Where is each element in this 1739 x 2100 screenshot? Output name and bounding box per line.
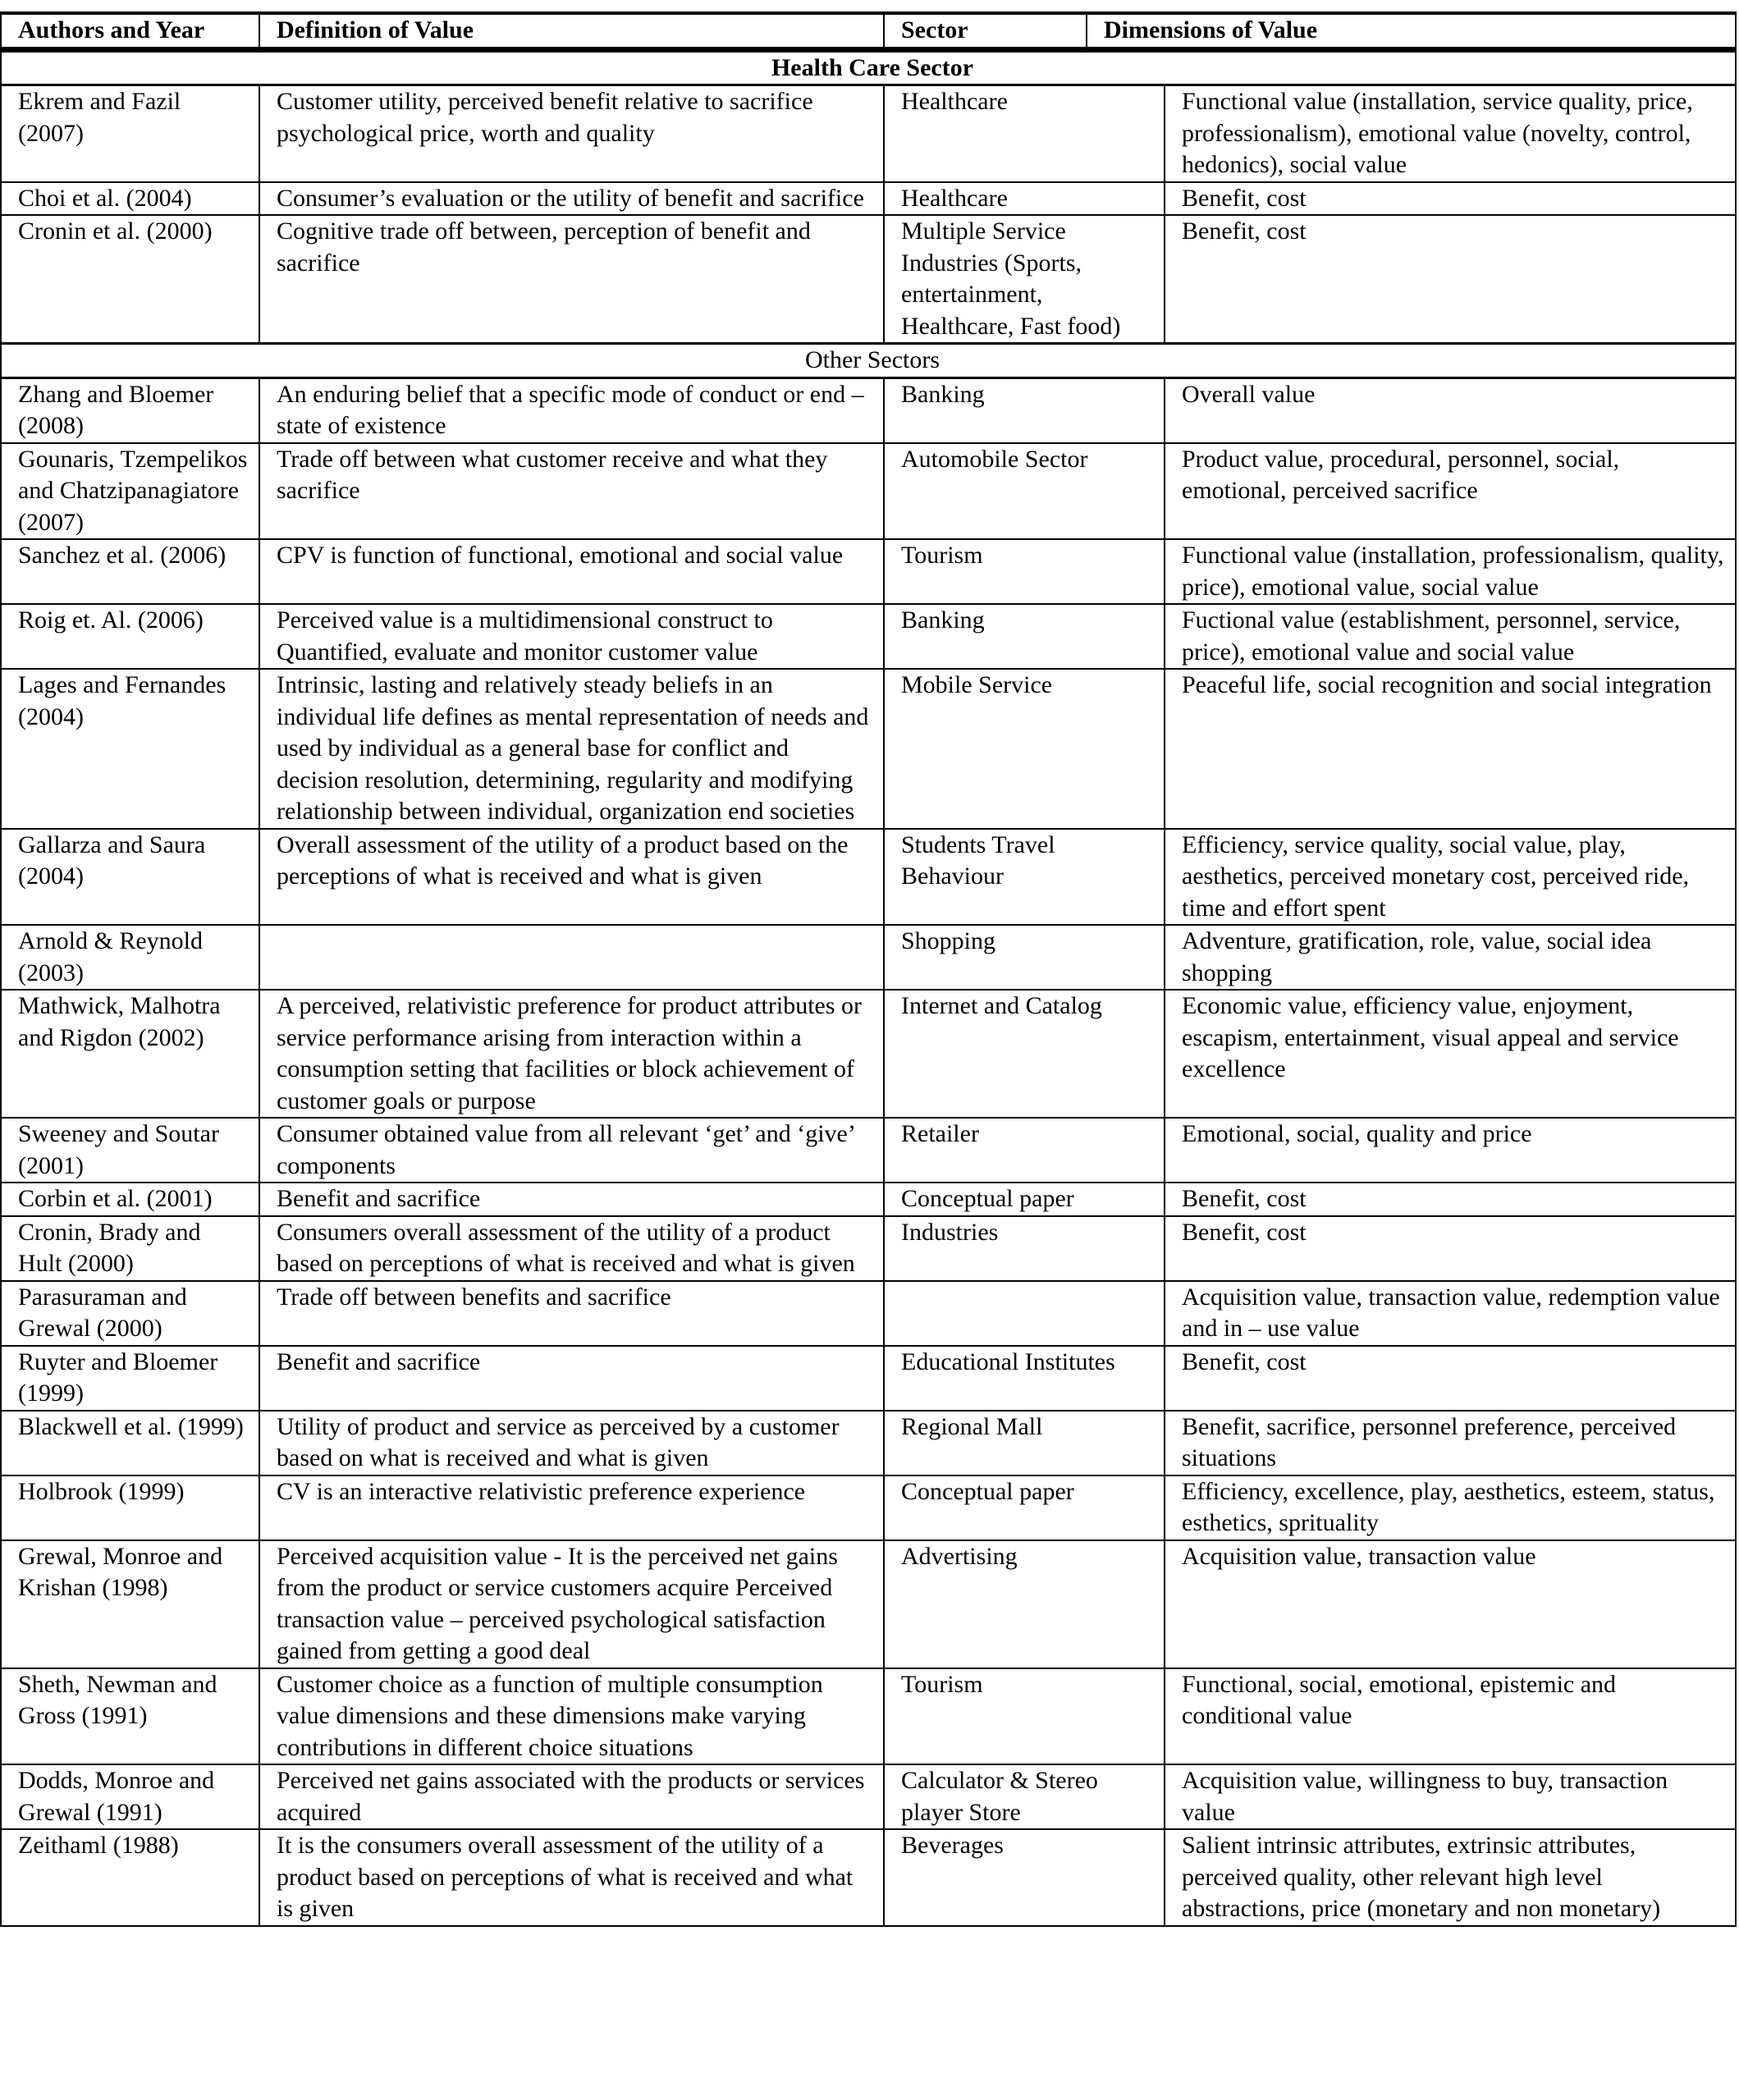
author-cell: Zeithaml (1988): [1, 1829, 259, 1926]
dimensions-cell: Acquisition value, transaction value: [1165, 1540, 1736, 1668]
definition-cell: Consumer obtained value from all relevant ‘get’ and ‘give’ components: [259, 1118, 884, 1183]
definition-cell: Overall assessment of the utility of a product based on the perceptions of what is received and what is given: [259, 829, 884, 926]
definition-cell: It is the consumers overall assessment of the utility of a product based on perceptions of what is received and what is given: [259, 1829, 884, 1926]
author-cell: Lages and Fernandes (2004): [1, 669, 259, 829]
definition-cell: Cognitive trade off between, perception of benefit and sacrifice: [259, 215, 884, 344]
sector-cell: Mobile Service: [884, 669, 1165, 829]
definition-cell: [259, 925, 884, 990]
table-row: [1, 215, 1736, 344]
table-row: [1, 669, 1736, 829]
definition-cell: CV is an interactive relativistic preference experience: [259, 1475, 884, 1540]
table-row: [1, 182, 1736, 216]
author-cell: Holbrook (1999): [1, 1475, 259, 1540]
table-row: [1, 1118, 1736, 1183]
author-cell: Parasuraman and Grewal (2000): [1, 1281, 259, 1346]
table-row: [1, 443, 1736, 540]
dimensions-cell: Benefit, cost: [1165, 1216, 1736, 1281]
sector-cell: Retailer: [884, 1118, 1165, 1183]
table-row: [1, 539, 1736, 604]
table-row: [1, 1668, 1736, 1765]
dimensions-cell: Emotional, social, quality and price: [1165, 1118, 1736, 1183]
section-title: Other Sectors: [1, 344, 1736, 378]
dimensions-cell: Functional value (installation, professionalism, quality, price), emotional value, social value: [1165, 539, 1736, 604]
section-row: [1, 344, 1736, 378]
dimensions-cell: Benefit, cost: [1165, 182, 1736, 216]
definition-cell: Consumers overall assessment of the utility of a product based on perceptions of what is received and what is given: [259, 1216, 884, 1281]
author-cell: Grewal, Monroe and Krishan (1998): [1, 1540, 259, 1668]
sector-cell: Industries: [884, 1216, 1165, 1281]
table-body: [0, 50, 1737, 1927]
table-row: [1, 1346, 1736, 1411]
table-row: [1, 604, 1736, 669]
dimensions-cell: Fuctional value (establishment, personnel, service, price), emotional value and social value: [1165, 604, 1736, 669]
table-row: [1, 85, 1736, 182]
sector-cell: Tourism: [884, 539, 1165, 604]
definition-cell: Trade off between benefits and sacrifice: [259, 1281, 884, 1346]
sector-cell: Internet and Catalog: [884, 990, 1165, 1118]
author-cell: Cronin, Brady and Hult (2000): [1, 1216, 259, 1281]
table-row: [1, 1829, 1736, 1926]
author-cell: Corbin et al. (2001): [1, 1183, 259, 1216]
sector-cell: Calculator & Stereo player Store: [884, 1764, 1165, 1829]
dimensions-cell: Benefit, cost: [1165, 1183, 1736, 1216]
sector-cell: Banking: [884, 604, 1165, 669]
author-cell: Dodds, Monroe and Grewal (1991): [1, 1764, 259, 1829]
definition-cell: Benefit and sacrifice: [259, 1346, 884, 1411]
dimensions-cell: Functional, social, emotional, epistemic and conditional value: [1165, 1668, 1736, 1765]
definition-cell: Perceived value is a multidimensional construct to Quantified, evaluate and monitor customer value: [259, 604, 884, 669]
sector-cell: Conceptual paper: [884, 1475, 1165, 1540]
header-sector: Sector: [884, 13, 1087, 48]
dimensions-cell: Acquisition value, willingness to buy, transaction value: [1165, 1764, 1736, 1829]
table-row: [1, 1764, 1736, 1829]
author-cell: Gallarza and Saura (2004): [1, 829, 259, 926]
author-cell: Gounaris, Tzempelikos and Chatzipanagiatore (2007): [1, 443, 259, 540]
dimensions-cell: Peaceful life, social recognition and social integration: [1165, 669, 1736, 829]
author-cell: Mathwick, Malhotra and Rigdon (2002): [1, 990, 259, 1118]
dimensions-cell: Efficiency, excellence, play, aesthetics, esteem, status, esthetics, sprituality: [1165, 1475, 1736, 1540]
sector-cell: Automobile Sector: [884, 443, 1165, 540]
sector-cell: Banking: [884, 377, 1165, 443]
author-cell: Ekrem and Fazil (2007): [1, 85, 259, 182]
sector-cell: Multiple Service Industries (Sports, entertainment, Healthcare, Fast food): [884, 215, 1165, 344]
definition-cell: CPV is function of functional, emotional and social value: [259, 539, 884, 604]
value-definitions-table: [0, 11, 1737, 1927]
sector-cell: Healthcare: [884, 85, 1165, 182]
table-row: [1, 829, 1736, 926]
definition-cell: Utility of product and service as perceived by a customer based on what is received and what is given: [259, 1411, 884, 1475]
table-row: [1, 1216, 1736, 1281]
sector-cell: Students Travel Behaviour: [884, 829, 1165, 926]
header-definition: Definition of Value: [259, 13, 884, 48]
definition-cell: Trade off between what customer receive and what they sacrifice: [259, 443, 884, 540]
sector-cell: [884, 1281, 1165, 1346]
author-cell: Cronin et al. (2000): [1, 215, 259, 344]
dimensions-cell: Efficiency, service quality, social value, play, aesthetics, perceived monetary cost, perceived ride, time and effort spent: [1165, 829, 1736, 926]
sector-cell: Regional Mall: [884, 1411, 1165, 1475]
dimensions-cell: Benefit, cost: [1165, 1346, 1736, 1411]
table-row: [1, 990, 1736, 1118]
table-row: [1, 377, 1736, 443]
header-authors: Authors and Year: [1, 13, 259, 48]
definition-cell: A perceived, relativistic preference for product attributes or service performance arising from interaction within a consumption setting that facilities or block achievement of customer goals or purpose: [259, 990, 884, 1118]
sector-cell: Advertising: [884, 1540, 1165, 1668]
table-header: [0, 11, 1737, 50]
author-cell: Arnold & Reynold (2003): [1, 925, 259, 990]
definition-cell: Perceived net gains associated with the products or services acquired: [259, 1764, 884, 1829]
author-cell: Roig et. Al. (2006): [1, 604, 259, 669]
dimensions-cell: Overall value: [1165, 377, 1736, 443]
author-cell: Sweeney and Soutar (2001): [1, 1118, 259, 1183]
table-row: [1, 1475, 1736, 1540]
definition-cell: Intrinsic, lasting and relatively steady beliefs in an individual life defines as mental representation of needs and used by individual as a general base for conflict and decision resolution, determining, regularity and modifying relationship between individual, organization end societies: [259, 669, 884, 829]
dimensions-cell: Benefit, cost: [1165, 215, 1736, 344]
author-cell: Blackwell et al. (1999): [1, 1411, 259, 1475]
table-row: [1, 1540, 1736, 1668]
dimensions-cell: Product value, procedural, personnel, social, emotional, perceived sacrifice: [1165, 443, 1736, 540]
author-cell: Sheth, Newman and Gross (1991): [1, 1668, 259, 1765]
sector-cell: Conceptual paper: [884, 1183, 1165, 1216]
definition-cell: Consumer’s evaluation or the utility of benefit and sacrifice: [259, 182, 884, 216]
definition-cell: Customer utility, perceived benefit relative to sacrifice psychological price, worth and quality: [259, 85, 884, 182]
dimensions-cell: Adventure, gratification, role, value, social idea shopping: [1165, 925, 1736, 990]
sector-cell: Shopping: [884, 925, 1165, 990]
table-row: [1, 925, 1736, 990]
sector-cell: Educational Institutes: [884, 1346, 1165, 1411]
header-dimensions: Dimensions of Value: [1087, 13, 1736, 48]
dimensions-cell: Salient intrinsic attributes, extrinsic attributes, perceived quality, other relevant high level abstractions, price (monetary and non monetary): [1165, 1829, 1736, 1926]
section-row: [1, 51, 1736, 85]
table-row: [1, 1411, 1736, 1475]
definition-cell: Benefit and sacrifice: [259, 1183, 884, 1216]
table-row: [1, 1183, 1736, 1216]
sector-cell: Healthcare: [884, 182, 1165, 216]
definition-cell: An enduring belief that a specific mode of conduct or end – state of existence: [259, 377, 884, 443]
header-row: [1, 13, 1736, 48]
dimensions-cell: Acquisition value, transaction value, redemption value and in – use value: [1165, 1281, 1736, 1346]
sector-cell: Tourism: [884, 1668, 1165, 1765]
dimensions-cell: Benefit, sacrifice, personnel preference, perceived situations: [1165, 1411, 1736, 1475]
section-title: Health Care Sector: [1, 51, 1736, 85]
sector-cell: Beverages: [884, 1829, 1165, 1926]
dimensions-cell: Functional value (installation, service quality, price, professionalism), emotional value (novelty, control, hedonics), social value: [1165, 85, 1736, 182]
author-cell: Ruyter and Bloemer (1999): [1, 1346, 259, 1411]
dimensions-cell: Economic value, efficiency value, enjoyment, escapism, entertainment, visual appeal and service excellence: [1165, 990, 1736, 1118]
author-cell: Zhang and Bloemer (2008): [1, 377, 259, 443]
definition-cell: Customer choice as a function of multiple consumption value dimensions and these dimensions make varying contributions in different choice situations: [259, 1668, 884, 1765]
author-cell: Choi et al. (2004): [1, 182, 259, 216]
table-row: [1, 1281, 1736, 1346]
author-cell: Sanchez et al. (2006): [1, 539, 259, 604]
definition-cell: Perceived acquisition value - It is the perceived net gains from the product or service customers acquire Perceived transaction value – perceived psychological satisfaction gained from getting a good deal: [259, 1540, 884, 1668]
